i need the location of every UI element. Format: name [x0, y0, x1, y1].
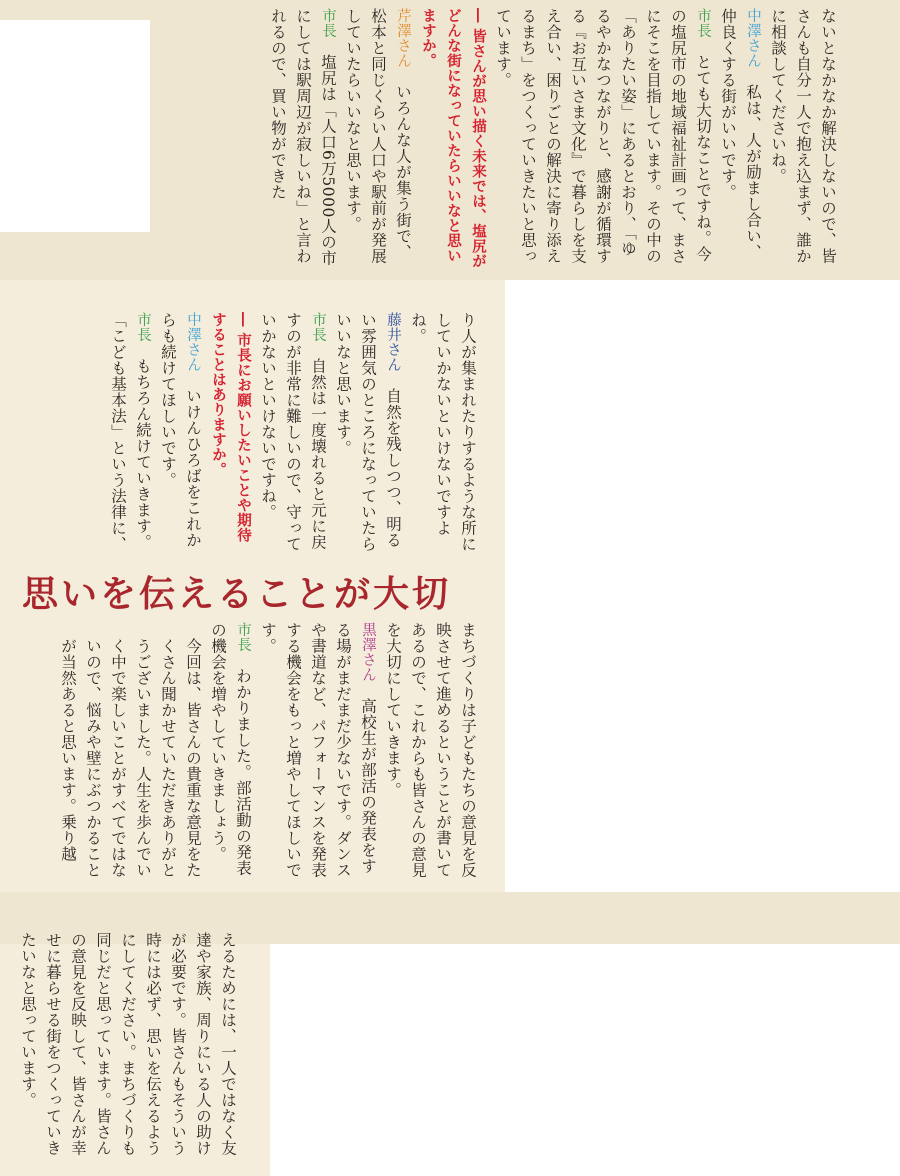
section-heading: 思いを伝えることが大切 [22, 573, 452, 615]
paragraph: り人が集まれたりするような所にしていかないといけないですよね。 [409, 312, 477, 552]
article-block-1 [265, 8, 840, 270]
paragraph: 今回は、皆さんの貴重な意見をたくさん聞かせていただきありがとうございました。人生を歩んでいく中で楽しいことがすべてではないので、悩みや壁にぶつかることが当然あると思います。乗り越 [59, 637, 202, 878]
speech-text: 私は、人が励まし合い、仲良くする街がいいです。 [719, 8, 762, 260]
right-blank-area [505, 280, 900, 892]
speech-text: とても大切なことですね。今の塩尻市の地域福祉計画って、まさにそこを目指しています。その中の「ありたい姿」にあるとおり、「ゆるやかなつながりと、感謝が循環する『お互いさま文化』で暮らしを支え合い、困りごとの解決に寄り添えるまち」をつくっていきたいと思っています。 [494, 8, 712, 264]
paragraph [340, 8, 415, 270]
speech-text: 自然は一度壊れると元に戻すのが非常に難しいので、守っていかないといけないですね。 [259, 312, 327, 552]
paragraph [255, 622, 380, 884]
paragraph: ないとなかなか解決しないので、皆さんも自分一人で抱え込まず、誰かに相談してくださいね。 [769, 8, 837, 264]
bottom-blank-area [270, 944, 900, 1176]
speaker-fujii: 藤井さん [385, 312, 401, 372]
speech-text: 自然を残しつつ、明るい雰囲気のところになっていたらいいなと思います。 [334, 312, 402, 552]
speech-text: いけんひろばをこれからも続けてほしいです。 [159, 312, 202, 548]
paragraph [205, 622, 255, 884]
speech-text: 高校生が部活の発表をする場がまだまだ少ないです。ダンスや書道など、パフォーマンスを発表する機会をもっと増やしてほしいです。 [259, 622, 377, 878]
speaker-kurosawa: 黒澤さん [360, 622, 376, 682]
speaker-mayor: 市長 [135, 312, 151, 342]
article-block-4 [15, 932, 240, 1170]
paragraph [255, 312, 330, 557]
article-block-2 [105, 312, 480, 557]
paragraph [490, 8, 715, 270]
speaker-mayor: 市長 [235, 622, 251, 652]
paragraph [715, 8, 765, 270]
speaker-mayor: 市長 [310, 312, 326, 342]
speaker-nakazawa: 中澤さん [745, 8, 761, 68]
speech-text: わかりました。部活動の発表の機会を増やしていきましょう。 [209, 622, 252, 876]
speaker-mayor: 市長 [320, 8, 336, 38]
speech-text: いろんな人が集う街で、松本と同じくらい人口や駅前が発展していたらいいなと思います。 [344, 8, 412, 264]
paragraph [265, 8, 340, 270]
top-left-blank [0, 20, 150, 232]
paragraph: まちづくりは子どもたちの意見を反映させて進めるということが書いてあるので、これからも皆さんの意見を大切にしていきます。 [384, 622, 477, 878]
speaker-mayor: 市長 [695, 8, 711, 38]
paragraph [330, 312, 405, 557]
paragraph [105, 312, 155, 557]
paragraph: えるためには、一人ではなく友達や家族、周りにいる人の助けが必要です。皆さんもそういう時には必ず、思いを伝えるようにしてください。まちづくりも同じだと思っています。皆さんの意見を反映して、皆さんが幸せに暮らせる街をつくっていきたいなと思っています。 [19, 932, 237, 1156]
speaker-serizawa: 芹澤さん [395, 8, 411, 68]
interview-question: ― 皆さんが思い描く未来では、塩尻がどんな街になっていたらいいなと思いますか。 [420, 8, 486, 269]
interview-question: ― 市長にお願いしたいことや期待することはありますか。 [210, 312, 251, 543]
paragraph [155, 312, 205, 557]
speech-text: 塩尻は「人口6万5000人の市にしては駅周辺が寂しいね」と言われるので、買い物ができた [269, 8, 337, 266]
speech-text: もちろん続けていきます。「こども基本法」という法律に、 [109, 312, 152, 552]
article-block-3 [55, 622, 480, 884]
speaker-nakazawa: 中澤さん [185, 312, 201, 372]
